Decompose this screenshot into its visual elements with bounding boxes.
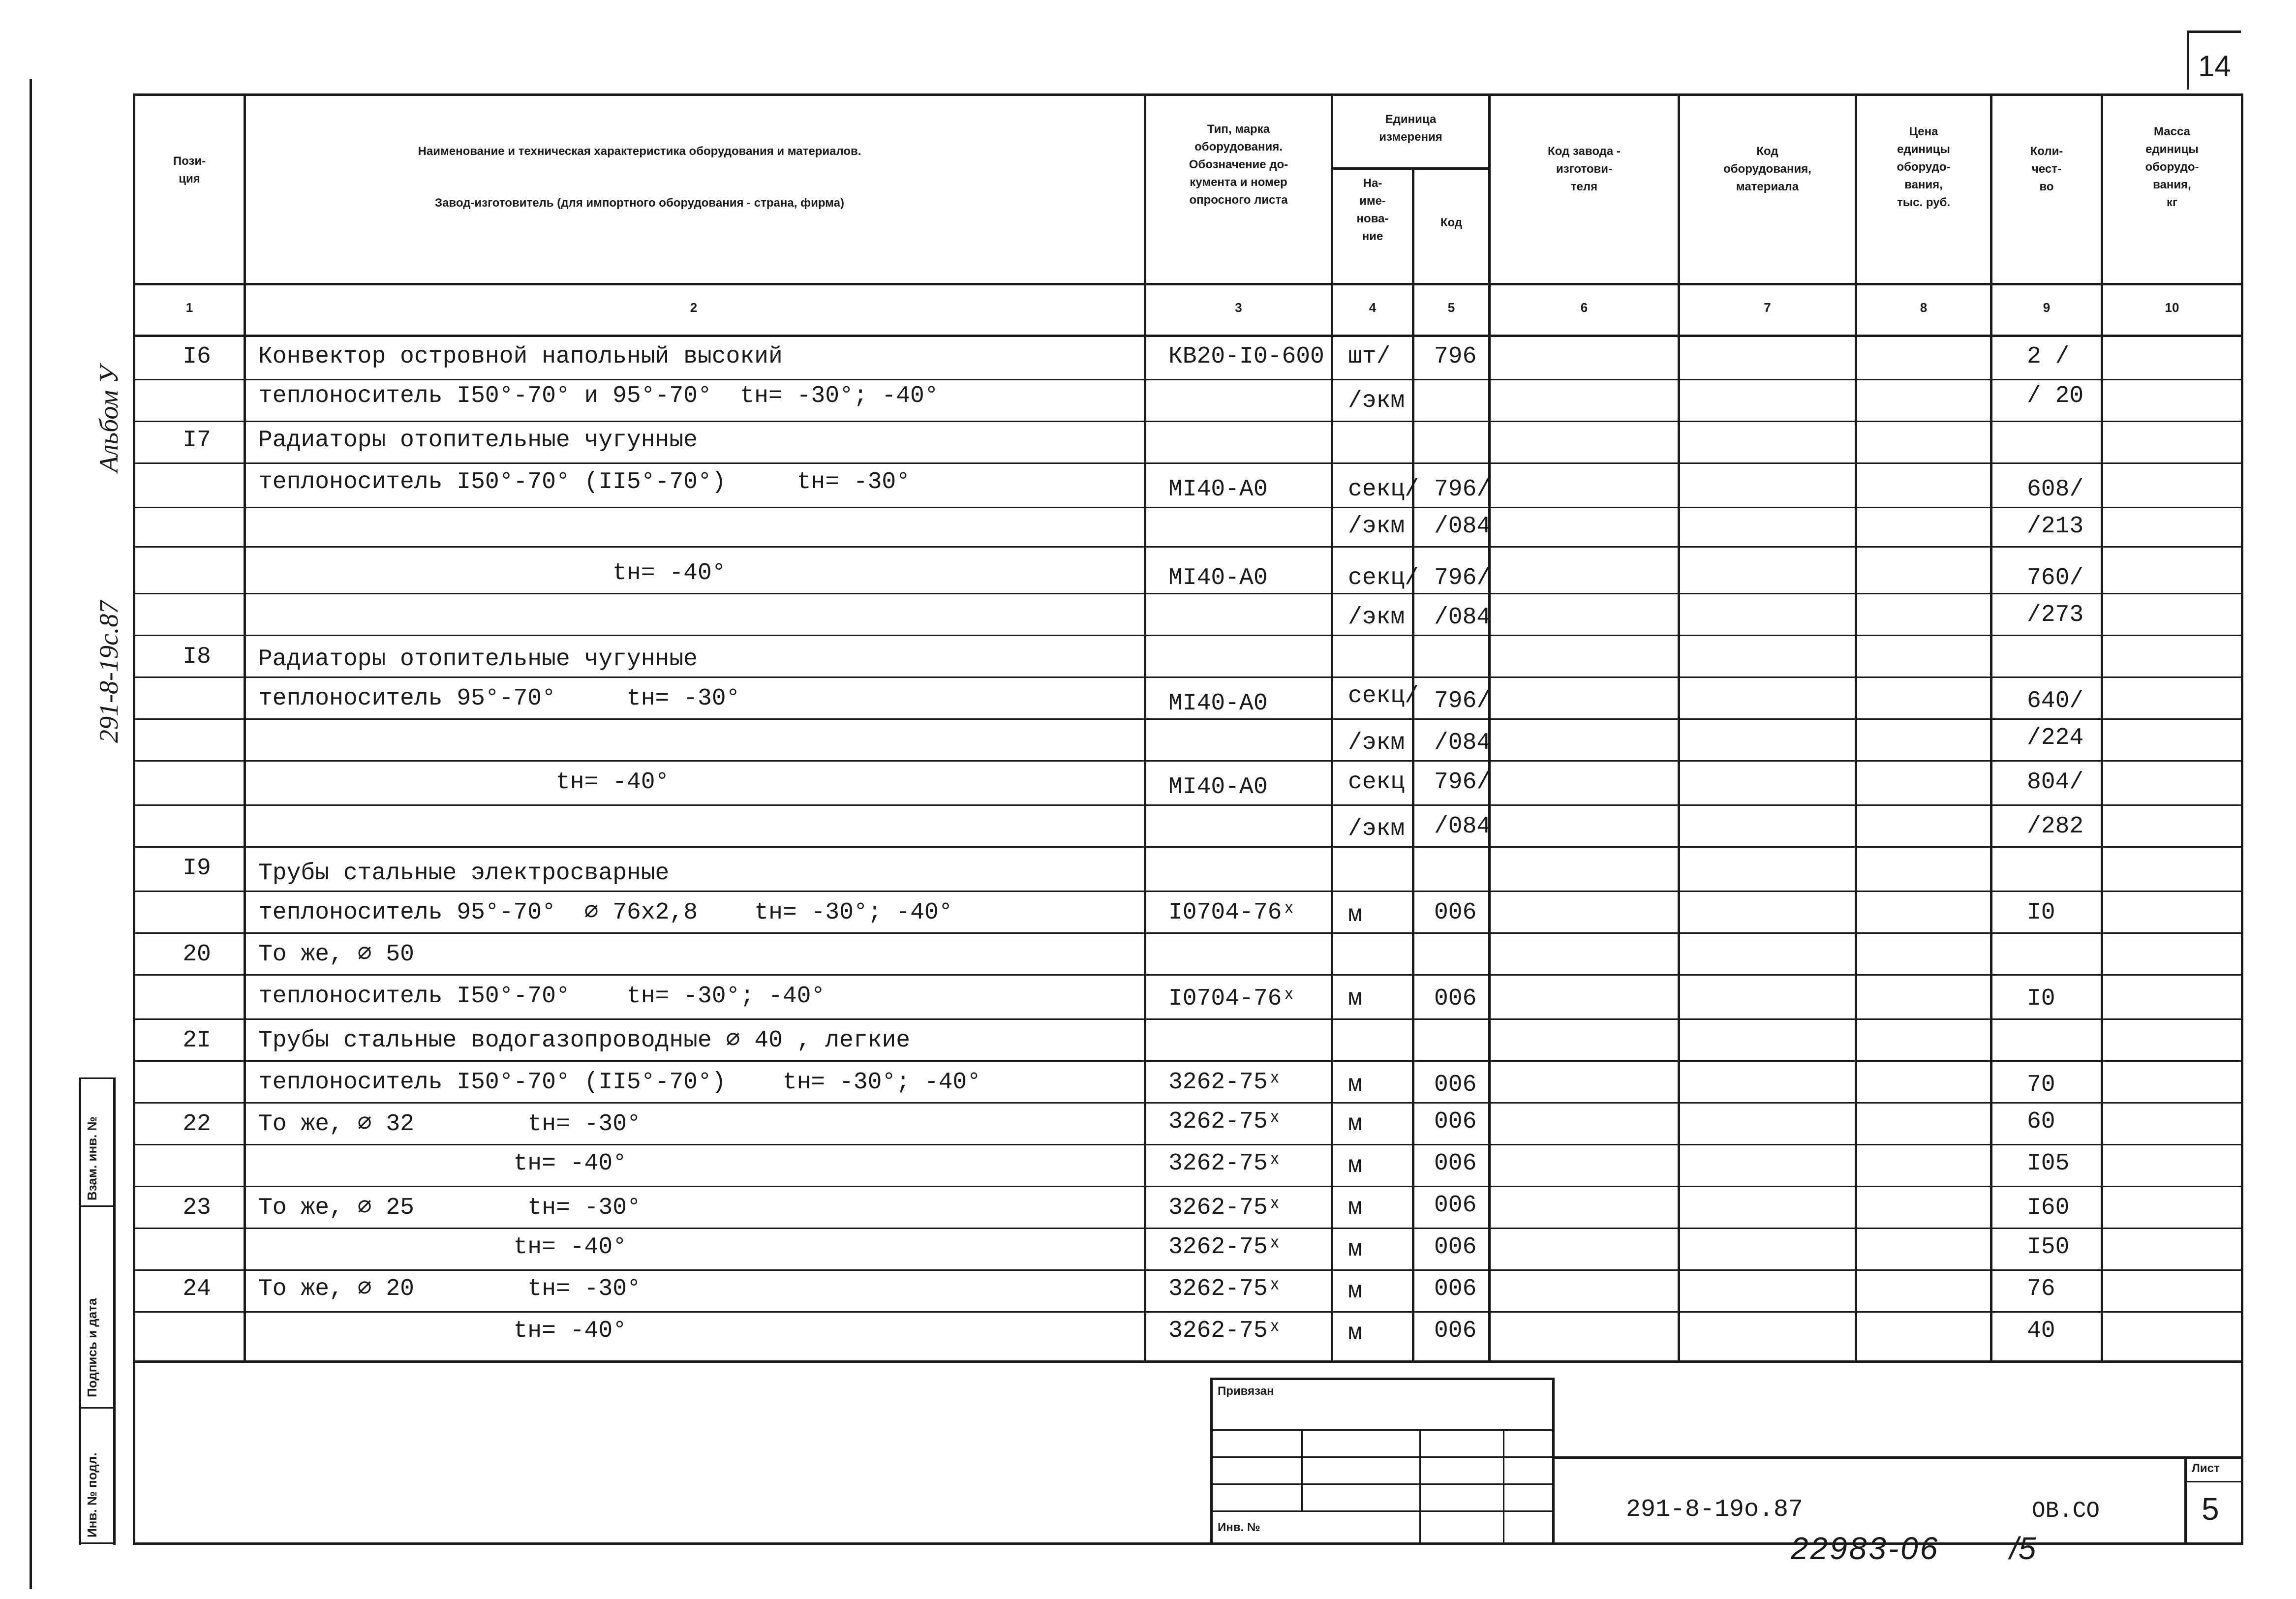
row-qty: 40 <box>2027 1318 2055 1344</box>
stamp-inv-number: Инв. № <box>1218 1521 1260 1534</box>
row-name: Конвектор островной напольный высокий <box>258 343 783 370</box>
row-separator <box>133 1144 2243 1145</box>
archive-page: /5 <box>2010 1531 2036 1566</box>
row-name: tн= -40° <box>258 1234 627 1261</box>
margin-label-inv-replace: Взам. инв. № <box>85 1116 99 1200</box>
header-quantity: Коли- чест- во <box>2030 145 2063 193</box>
row-separator <box>133 932 2243 934</box>
row-name: теплоноситель I50°-70° tн= -30°; -40° <box>258 983 826 1010</box>
col-number-4: 4 <box>1369 300 1377 315</box>
row-qty: 760/ <box>2027 565 2084 591</box>
row-qty: I0 <box>2027 985 2055 1012</box>
row-unit: шт/ <box>1348 343 1391 370</box>
row-code: 006 <box>1434 1108 1477 1135</box>
col-number-8: 8 <box>1920 300 1928 315</box>
row-code: 796 <box>1434 343 1477 370</box>
header-price: Цена единицы оборудо- вания, тыс. руб. <box>1897 125 1951 209</box>
row-unit: /экм <box>1348 388 1405 414</box>
row-code: 006 <box>1434 1318 1477 1344</box>
row-type: МI40-А0 <box>1168 690 1268 717</box>
row-unit: м <box>1348 902 1362 928</box>
row-separator <box>133 1269 2243 1271</box>
row-separator <box>133 760 2243 762</box>
row-code: 006 <box>1434 1192 1477 1219</box>
row-separator <box>133 804 2243 806</box>
row-qty: /273 <box>2027 602 2084 628</box>
row-pos: I7 <box>183 427 211 454</box>
row-code: /084 <box>1434 513 1491 540</box>
row-code: /084 <box>1434 604 1491 631</box>
row-separator <box>133 546 2243 548</box>
row-qty: /224 <box>2027 725 2084 751</box>
row-qty: 70 <box>2027 1072 2055 1098</box>
row-type: КВ20-I0-600 <box>1168 343 1324 370</box>
col-number-1: 1 <box>185 300 193 315</box>
row-qty: 2 / <box>2027 343 2070 370</box>
header-name-line1: Наименование и техническая характеристика оборудования и материалов. <box>418 145 861 158</box>
row-name: теплоноситель 95°-70° tн= -30° <box>258 685 740 712</box>
row-separator <box>133 1186 2243 1187</box>
page-number: 14 <box>2198 50 2231 83</box>
row-unit: секц <box>1348 769 1405 796</box>
row-code: 006 <box>1434 899 1477 926</box>
row-separator <box>133 1060 2243 1062</box>
row-separator <box>133 635 2243 636</box>
row-code: 006 <box>1434 985 1477 1012</box>
row-separator <box>133 891 2243 892</box>
row-qty: I0 <box>2027 899 2055 926</box>
header-unit-group: Единица измерения <box>1379 113 1442 144</box>
row-separator <box>133 1102 2243 1104</box>
row-type: 3262-75ˣ <box>1168 1108 1282 1135</box>
row-pos: 20 <box>183 941 211 968</box>
row-pos: I9 <box>183 855 211 882</box>
row-separator <box>133 1018 2243 1020</box>
row-code: 796/ <box>1434 565 1491 591</box>
row-code: 796/ <box>1434 476 1491 503</box>
sheet-label: Лист <box>2192 1462 2220 1475</box>
row-type: 3262-75ˣ <box>1168 1195 1282 1221</box>
row-qty: / 20 <box>2027 383 2084 409</box>
row-pos: 22 <box>183 1111 211 1138</box>
row-name: То же, ∅ 50 <box>258 941 414 968</box>
row-code: 006 <box>1434 1150 1477 1177</box>
header-name-line2: Завод-изготовитель (для импортного оборудования - страна, фирма) <box>435 196 844 210</box>
row-name: Радиаторы отопительные чугунные <box>258 427 698 454</box>
row-code: 796/ <box>1434 769 1491 796</box>
margin-label-signature-date: Подпись и дата <box>85 1298 99 1397</box>
row-separator <box>133 1228 2243 1229</box>
row-name: То же, ∅ 20 tн= -30° <box>258 1276 641 1302</box>
row-qty: I50 <box>2027 1234 2070 1261</box>
row-code: /084 <box>1434 730 1491 756</box>
row-code: 006 <box>1434 1276 1477 1302</box>
row-separator <box>133 593 2243 594</box>
document-code: 291-8-19о.87 <box>1626 1496 1804 1524</box>
row-type: I0704-76ˣ <box>1168 899 1296 926</box>
row-qty: I05 <box>2027 1150 2070 1177</box>
header-unit-name: На- име- нова- ние <box>1356 177 1389 243</box>
row-pos: 24 <box>183 1276 211 1302</box>
col-number-10: 10 <box>2165 300 2179 315</box>
row-qty: 60 <box>2027 1108 2055 1135</box>
row-pos: 2I <box>183 1027 211 1054</box>
row-separator <box>133 974 2243 976</box>
row-qty: /213 <box>2027 513 2084 540</box>
row-name: Трубы стальные электросварные <box>258 860 670 887</box>
row-qty: 76 <box>2027 1276 2055 1302</box>
row-separator <box>133 507 2243 508</box>
row-separator <box>133 421 2243 422</box>
row-unit: м <box>1348 985 1362 1012</box>
row-unit: м <box>1348 1153 1362 1179</box>
row-name: теплоноситель I50°-70° и 95°-70° tн= -30°; -40° <box>258 383 939 409</box>
row-pos: I6 <box>183 343 211 370</box>
row-unit: секц/ <box>1348 565 1419 591</box>
row-unit: м <box>1348 1320 1362 1347</box>
row-type: 3262-75ˣ <box>1168 1318 1282 1344</box>
row-qty: 640/ <box>2027 688 2084 714</box>
row-unit: /экм <box>1348 513 1405 540</box>
col-number-5: 5 <box>1447 300 1455 315</box>
row-unit: м <box>1348 1111 1362 1138</box>
row-type: МI40-А0 <box>1168 565 1268 591</box>
row-pos: 23 <box>183 1195 211 1221</box>
header-type: Тип, марка оборудования. Обозначение до- кумента и номер опросного листа <box>1189 123 1288 207</box>
row-unit: секц/ <box>1348 476 1419 503</box>
row-name: теплоноситель I50°-70° (II5°-70°) tн= -30°; -40° <box>258 1069 981 1096</box>
section-code: ОВ.СО <box>2032 1498 2100 1524</box>
row-separator <box>133 676 2243 678</box>
row-name: То же, ∅ 32 tн= -30° <box>258 1111 641 1138</box>
row-code: 006 <box>1434 1234 1477 1261</box>
row-name: tн= -40° <box>258 1150 627 1177</box>
row-qty: 804/ <box>2027 769 2084 796</box>
row-unit: м <box>1348 1195 1362 1221</box>
row-separator <box>133 718 2243 720</box>
row-unit: м <box>1348 1236 1362 1263</box>
header-maker-code: Код завода - изготови- теля <box>1548 145 1621 193</box>
row-qty: 608/ <box>2027 476 2084 503</box>
row-type: 3262-75ˣ <box>1168 1276 1282 1302</box>
row-separator <box>133 462 2243 464</box>
row-name: теплоноситель I50°-70° (II5°-70°) tн= -30° <box>258 469 911 495</box>
row-type: 3262-75ˣ <box>1168 1234 1282 1261</box>
row-qty: I60 <box>2027 1195 2070 1221</box>
row-code: 006 <box>1434 1072 1477 1098</box>
row-unit: секц/ <box>1348 683 1419 709</box>
row-name: Радиаторы отопительные чугунные <box>258 646 698 673</box>
row-unit: м <box>1348 1072 1362 1098</box>
binder-label: Альбом У <box>94 366 123 472</box>
row-name: теплоноситель 95°-70° ∅ 76х2,8 tн= -30°; -40° <box>258 899 953 926</box>
sheet-number: 5 <box>2202 1491 2219 1527</box>
col-number-9: 9 <box>2043 300 2051 315</box>
col-number-3: 3 <box>1235 300 1242 315</box>
row-qty: /282 <box>2027 813 2084 840</box>
row-unit: м <box>1348 1278 1362 1305</box>
header-material-code: Код оборудования, материала <box>1723 145 1811 193</box>
margin-label-inv-original: Инв. № подл. <box>85 1452 99 1538</box>
row-type: I0704-76ˣ <box>1168 985 1296 1012</box>
archive-number: 22983-06 <box>1791 1531 1940 1566</box>
row-name: То же, ∅ 25 tн= -30° <box>258 1195 641 1221</box>
col-number-6: 6 <box>1580 300 1588 315</box>
col-number-7: 7 <box>1764 300 1771 315</box>
row-name: tн= -40° <box>258 769 670 796</box>
row-pos: I8 <box>183 644 211 670</box>
row-separator <box>133 1311 2243 1313</box>
row-name: tн= -40° <box>258 560 726 586</box>
row-code: /084 <box>1434 813 1491 840</box>
col-number-2: 2 <box>690 300 698 315</box>
header-mass: Масса единицы оборудо- вания, кг <box>2145 125 2199 209</box>
row-unit: /экм <box>1348 604 1405 631</box>
stamp-title: Привязан <box>1218 1384 1274 1398</box>
row-name: Трубы стальные водогазопроводные ∅ 40 , легкие <box>258 1027 911 1054</box>
row-unit: /экм <box>1348 816 1405 842</box>
binder-code: 291-8-19с.87 <box>94 600 123 743</box>
row-type: 3262-75ˣ <box>1168 1150 1282 1177</box>
row-type: МI40-А0 <box>1168 476 1268 503</box>
row-name: tн= -40° <box>258 1318 627 1344</box>
row-type: 3262-75ˣ <box>1168 1069 1282 1096</box>
row-code: 796/ <box>1434 688 1491 714</box>
row-type: МI40-А0 <box>1168 774 1268 800</box>
row-separator <box>133 379 2243 380</box>
row-separator <box>133 846 2243 848</box>
header-unit-code: Код <box>1440 216 1463 229</box>
header-position: Пози- ция <box>173 154 206 185</box>
row-unit: /экм <box>1348 730 1405 756</box>
